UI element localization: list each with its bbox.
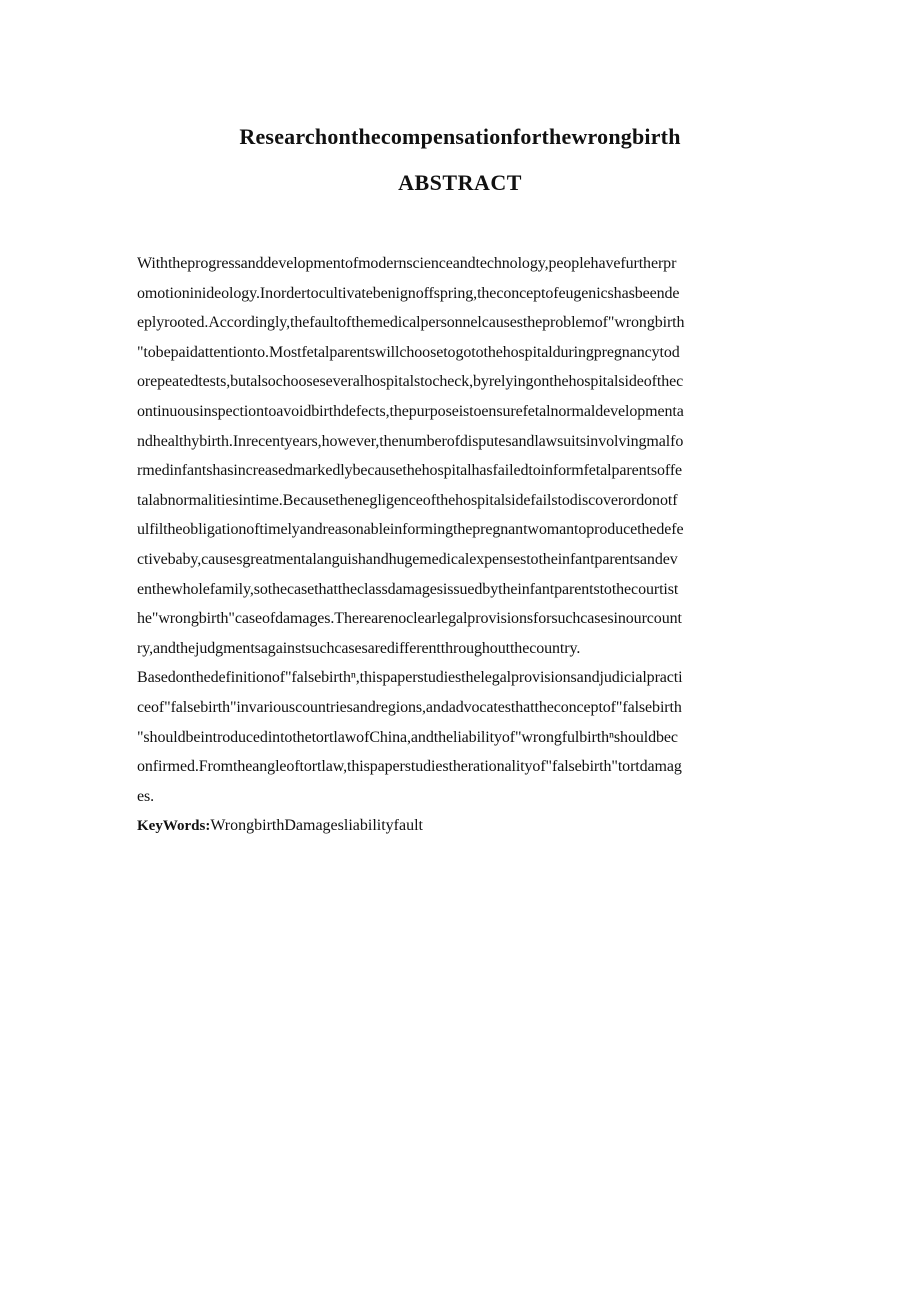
abstract-line: omotioninideology.Inordertocultivatebenignoffspring,theconceptofeugenicshasbeende <box>137 284 680 302</box>
abstract-line: ry,andthejudgmentsagainstsuchcasesaredifferentthroughoutthecountry. <box>137 639 581 657</box>
abstract-line: he"wrongbirth"caseofdamages.Therearenoclearlegalprovisionsforsuchcasesinourcount <box>137 610 682 628</box>
abstract-line: Withtheprogressanddevelopmentofmodernscienceandtechnology,peoplehavefurtherpr <box>137 255 677 272</box>
abstract-line: ulfiltheobligationoftimelyandreasonableinformingthepregnantwomantoproducethedefe <box>137 521 684 539</box>
abstract-line: Basedonthedefinitionof"falsebirthⁿ,thispaperstudiesthelegalprovisionsandjudicialpracti <box>137 669 683 687</box>
abstract-line: ndhealthybirth.Inrecentyears,however,thenumberofdisputesandlawsuitsinvolvingmalfo <box>137 432 684 450</box>
abstract-line: onfirmed.Fromtheangleoftortlaw,thispaperstudiestherationalityof"falsebirth"tortdamag <box>137 758 682 776</box>
abstract-line: es. <box>137 787 155 805</box>
abstract-heading: ABSTRACT <box>398 170 522 195</box>
abstract-line: eplyrooted.Accordingly,thefaultofthemedicalpersonnelcausestheproblemof"wrongbirth <box>137 314 685 332</box>
keywords-line <box>137 811 797 841</box>
document-title: Researchonthecompensationforthewrongbirth <box>239 124 681 149</box>
abstract-line: ontinuousinspectiontoavoidbirthdefects,thepurposeistoensurefetalnormaldevelopmenta <box>137 402 684 420</box>
abstract-line: ctivebaby,causesgreatmentalanguishandhugemedicalexpensestotheinfantparentsandev <box>137 550 678 568</box>
keywords-value: WrongbirthDamagesliabilityfault <box>210 817 423 835</box>
abstract-line: "shouldbeintroducedintothetortlawofChina,andtheliabilityof"wrongfulbirthⁿshouldbec <box>137 728 678 746</box>
abstract-line: talabnormalitiesintime.Becausethenegligenceofthehospitalsidefailstodiscoverordonotf <box>137 491 678 509</box>
abstract-line: orepeatedtests,butalsochooseseveralhospitalstocheck,byrelyingonthehospitalsideofthec <box>137 373 684 391</box>
abstract-line: "tobepaidattentionto.Mostfetalparentswillchoosetogotothehospitalduringpregnancytod <box>137 343 680 361</box>
keywords-label: KeyWords: <box>137 818 211 835</box>
abstract-line: rmedinfantshasincreasedmarkedlybecausethehospitalhasfailedtoinformfetalparentsoffe <box>137 462 683 480</box>
abstract-line: enthewholefamily,sothecasethattheclassdamagesissuedbytheinfantparentstothecourtist <box>137 580 679 598</box>
abstract-line: ceof"falsebirth"invariouscountriesandregions,andadvocatesthattheconceptof"falsebirth <box>137 698 682 716</box>
abstract-body <box>137 249 797 841</box>
